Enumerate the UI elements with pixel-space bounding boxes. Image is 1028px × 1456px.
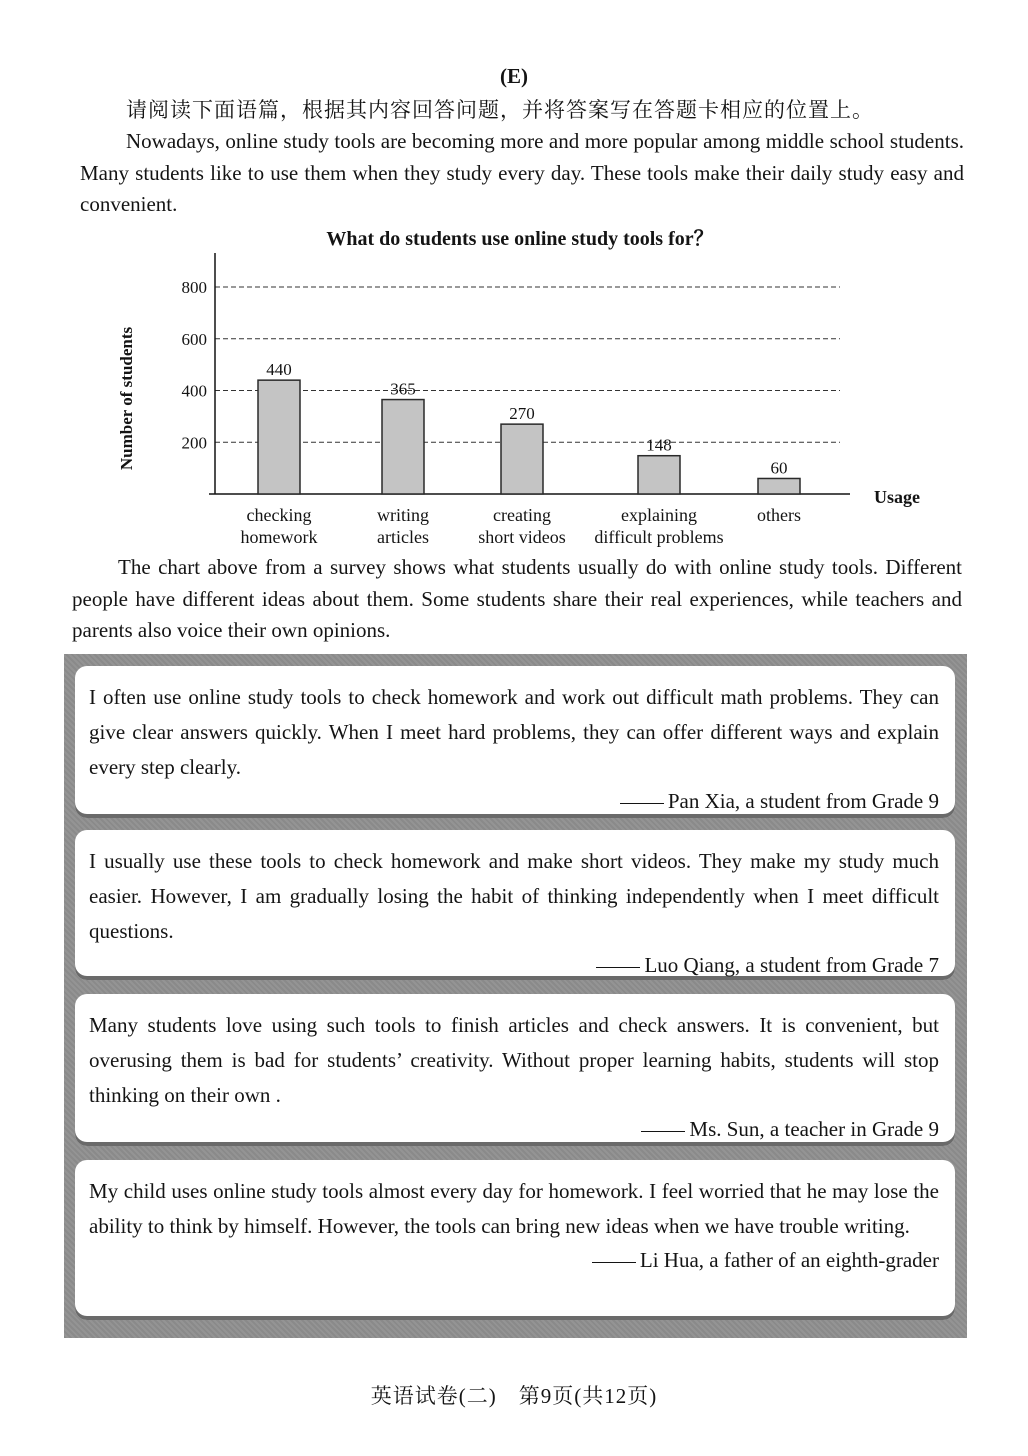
x-tick-label: short videos [478,527,566,547]
quote-author [89,1248,939,1273]
data-label: 440 [266,360,292,380]
author-name: Li Hua, a father of an eighth-grader [639,1248,939,1272]
quote-text: My child uses online study tools almost every day for homework. I feel worried that he may lose the ability to think by himself. However, the tools can bring new ideas when we have trouble writing. [89,1179,939,1238]
chart-title: What do students use online study tools for？ [326,228,714,250]
y-tick-label: 200 [181,433,207,453]
y-tick-label: 400 [181,381,207,401]
data-label: 148 [646,435,672,455]
author-name: Pan Xia, a student from Grade 9 [667,789,939,813]
opinions-panel [64,654,967,1338]
quote-text: I usually use these tools to check homework and make short videos. They make my study much easier. However, I am gradually losing the habit of thinking independently when I meet difficult questions. [89,849,939,943]
bar [382,400,424,494]
page-footer: 英语试卷(二) 第9页(共12页) [370,1384,658,1408]
quote-author [89,789,939,814]
x-tick-label: creating [493,505,551,525]
data-label: 270 [509,404,535,424]
quote-card [75,1160,955,1320]
x-tick-label: writing [377,505,429,525]
x-tick-label: difficult problems [594,527,724,547]
quote-text: I often use online study tools to check homework and work out difficult math problems. They can give clear answers quickly. When I meet hard problems, they can offer different ways and explain every step clearly. [89,685,939,779]
y-tick-label: 800 [181,278,207,297]
y-tick-label: 600 [181,329,207,349]
section-label: (E) [500,64,528,88]
x-tick-label: articles [377,527,429,547]
x-tick-label: explaining [621,505,697,525]
x-tick-label: others [757,505,801,525]
instruction-text: 请阅读下面语篇，根据其内容回答问题，并将答案写在答题卡相应的位置上。 [126,98,874,122]
quote-card [75,666,955,818]
data-label: 60 [770,458,788,478]
bar [758,478,800,494]
bar [638,456,680,494]
chart-description-paragraph: The chart above from a survey shows what students usually do with online study tools. Different people have different ideas about them. Some students share their real experiences, while teachers and parents also voice their own opinions. [72,555,962,642]
intro-paragraph: Nowadays, online study tools are becoming more and more popular among middle school students. Many students like to use them when they study every day. These tools make their daily study easy and convenient. [80,129,964,216]
data-label: 365 [390,379,416,399]
x-tick-label: homework [240,527,318,547]
y-axis-label: Number of students [117,326,136,471]
quote-card [75,830,955,980]
quote-card [75,994,955,1146]
quote-text: Many students love using such tools to finish articles and check answers. It is convenient, but overusing them is bad for students’ creativity. Without proper learning habits, students will stop thinking on their own . [89,1013,939,1107]
author-name: Ms. Sun, a teacher in Grade 9 [689,1117,939,1141]
x-axis-label: Usage [874,487,920,507]
quote-author [89,1117,939,1142]
x-tick-label: checking [246,505,312,525]
quote-author [89,953,939,978]
bar [258,380,300,494]
author-name: Luo Qiang, a student from Grade 7 [644,953,939,977]
usage-bar-chart [105,245,935,550]
bar [501,424,543,494]
